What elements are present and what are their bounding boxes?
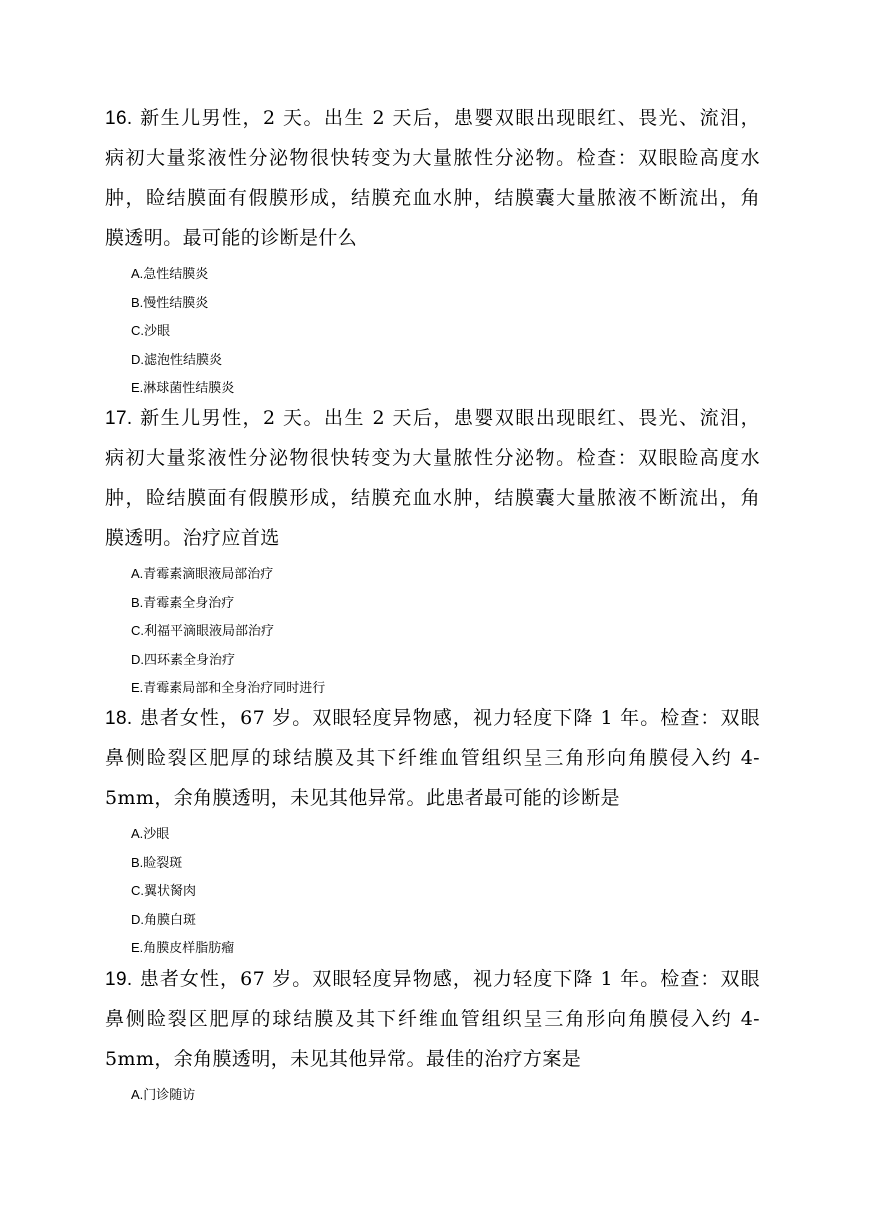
option-a bbox=[131, 1081, 869, 1110]
question-number: 19. bbox=[105, 969, 133, 990]
question-stem bbox=[105, 959, 760, 1079]
question-stem bbox=[105, 398, 760, 558]
question-line-text: 新生儿男性，2 天。出生 2 天后，患婴双眼出现眼红、畏光、流泪， bbox=[140, 107, 760, 129]
option-d bbox=[131, 346, 869, 375]
question-line-text: 患者女性，67 岁。双眼轻度异物感，视力轻度下降 1 年。检查：双眼 bbox=[139, 707, 760, 729]
option-a bbox=[131, 260, 869, 289]
option-text: 利福平滴眼液局部治疗 bbox=[144, 624, 275, 639]
option-letter: C. bbox=[131, 323, 144, 338]
question-number: 18. bbox=[105, 708, 133, 729]
question-19 bbox=[0, 959, 869, 1110]
option-letter: C. bbox=[131, 883, 144, 898]
option-list bbox=[131, 560, 869, 703]
option-letter: E. bbox=[131, 680, 144, 695]
option-b bbox=[131, 589, 869, 618]
option-d bbox=[131, 646, 869, 675]
option-d bbox=[131, 906, 869, 935]
option-letter: D. bbox=[131, 911, 144, 927]
option-letter: D. bbox=[131, 351, 144, 367]
question-line: 病初大量浆液性分泌物很快转变为大量脓性分泌物。检查：双眼睑高度水 bbox=[105, 147, 760, 169]
question-line: 膜透明。治疗应首选 bbox=[105, 527, 280, 549]
option-a bbox=[131, 820, 869, 849]
option-text: 青霉素局部和全身治疗同时进行 bbox=[143, 681, 326, 696]
question-line: 鼻侧睑裂区肥厚的球结膜及其下纤维血管组织呈三角形向角膜侵入约 4- bbox=[105, 747, 760, 769]
option-letter: E. bbox=[131, 940, 144, 955]
option-text: 青霉素滴眼液局部治疗 bbox=[143, 567, 274, 582]
question-number: 17. bbox=[105, 408, 133, 429]
option-text: 青霉素全身治疗 bbox=[143, 595, 235, 611]
question-line: 膜透明。最可能的诊断是什么 bbox=[105, 227, 358, 249]
question-line: 病初大量浆液性分泌物很快转变为大量脓性分泌物。检查：双眼睑高度水 bbox=[105, 447, 760, 469]
question-line-text: 患者女性，67 岁。双眼轻度异物感，视力轻度下降 1 年。检查：双眼 bbox=[139, 968, 760, 990]
option-text: 四环素全身治疗 bbox=[144, 652, 236, 668]
option-text: 沙眼 bbox=[143, 827, 170, 842]
question-stem bbox=[105, 698, 760, 818]
option-list bbox=[131, 1081, 869, 1110]
question-stem bbox=[105, 98, 760, 258]
question-line-text: 新生儿男性，2 天。出生 2 天后，患婴双眼出现眼红、畏光、流泪， bbox=[140, 407, 760, 429]
question-line bbox=[105, 398, 760, 438]
option-text: 翼状胬肉 bbox=[144, 884, 197, 899]
option-text: 淋球菌性结膜炎 bbox=[143, 381, 235, 396]
option-b bbox=[131, 289, 869, 318]
option-c bbox=[131, 617, 869, 646]
option-c bbox=[131, 317, 869, 346]
question-line: 肿，睑结膜面有假膜形成，结膜充血水肿，结膜囊大量脓液不断流出，角 bbox=[105, 187, 760, 209]
question-number: 16. bbox=[105, 108, 133, 129]
question-18 bbox=[0, 698, 869, 963]
option-text: 急性结膜炎 bbox=[143, 267, 209, 282]
option-b bbox=[131, 849, 869, 878]
question-line: 5mm，余角膜透明，未见其他异常。最佳的治疗方案是 bbox=[105, 1048, 582, 1070]
option-text: 角膜皮样脂肪瘤 bbox=[143, 941, 235, 956]
question-line bbox=[105, 698, 760, 738]
question-line bbox=[105, 959, 760, 999]
option-letter: A. bbox=[131, 826, 144, 841]
option-text: 慢性结膜炎 bbox=[143, 295, 209, 311]
question-line bbox=[105, 98, 760, 138]
question-16 bbox=[0, 98, 869, 403]
option-c bbox=[131, 877, 869, 906]
option-letter: A. bbox=[131, 1087, 144, 1102]
option-text: 沙眼 bbox=[144, 324, 171, 339]
option-list bbox=[131, 820, 869, 963]
option-letter: B. bbox=[131, 594, 144, 610]
option-list bbox=[131, 260, 869, 403]
option-text: 睑裂斑 bbox=[143, 855, 183, 871]
option-text: 角膜白斑 bbox=[144, 912, 197, 928]
option-letter: A. bbox=[131, 266, 144, 281]
question-line: 肿，睑结膜面有假膜形成，结膜充血水肿，结膜囊大量脓液不断流出，角 bbox=[105, 487, 760, 509]
question-line: 鼻侧睑裂区肥厚的球结膜及其下纤维血管组织呈三角形向角膜侵入约 4- bbox=[105, 1008, 760, 1030]
option-letter: B. bbox=[131, 854, 144, 870]
question-17 bbox=[0, 398, 869, 703]
option-letter: D. bbox=[131, 651, 144, 667]
option-a bbox=[131, 560, 869, 589]
option-letter: B. bbox=[131, 294, 144, 310]
option-letter: C. bbox=[131, 623, 144, 638]
option-letter: A. bbox=[131, 566, 144, 581]
option-text: 滤泡性结膜炎 bbox=[144, 352, 223, 368]
option-letter: E. bbox=[131, 380, 144, 395]
option-text: 门诊随访 bbox=[143, 1088, 196, 1103]
question-line: 5mm，余角膜透明，未见其他异常。此患者最可能的诊断是 bbox=[105, 787, 620, 809]
